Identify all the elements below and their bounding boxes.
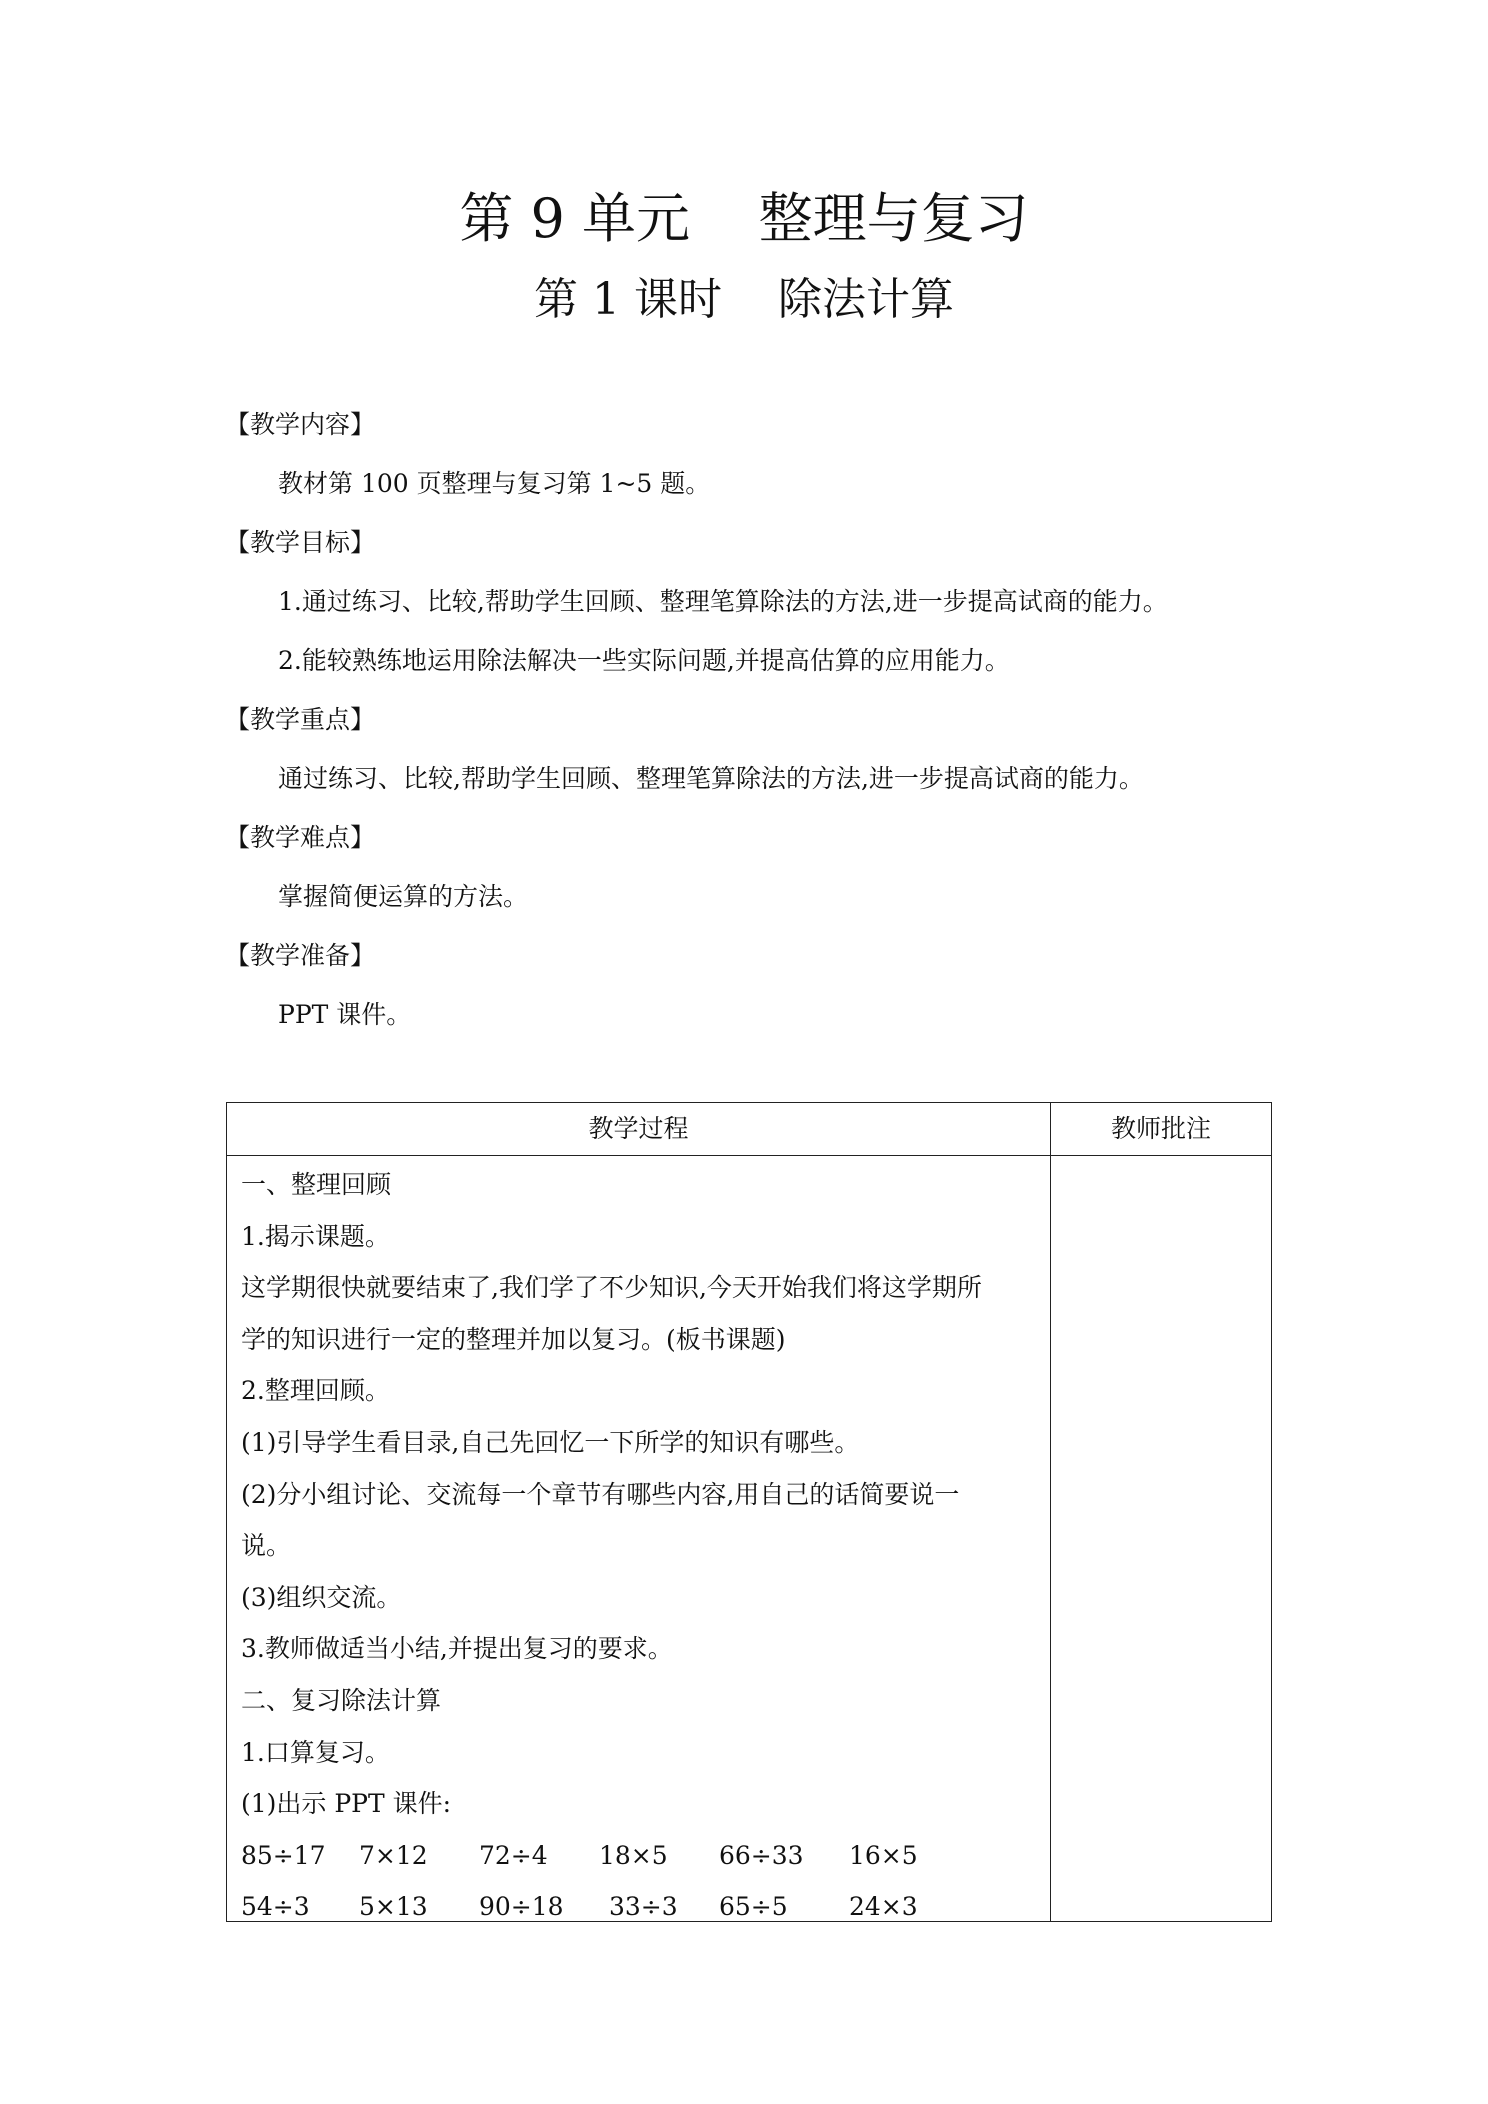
- objective-2: 2.能较熟练地运用除法解决一些实际问题,并提高估算的应用能力。: [278, 646, 1010, 675]
- expression: 5×13: [359, 1892, 428, 1922]
- difficulties-text: 掌握简便运算的方法。: [278, 882, 529, 911]
- process-line: 3.教师做适当小结,并提出复习的要求。: [241, 1634, 673, 1664]
- expression: 66÷33: [719, 1840, 804, 1870]
- teaching-process-table: [226, 1102, 1272, 1922]
- heading-objectives: 【教学目标】: [225, 528, 376, 557]
- expression: 72÷4: [479, 1840, 548, 1870]
- process-line: (2)分小组讨论、交流每一个章节有哪些内容,用自己的话简要说一: [241, 1479, 960, 1509]
- expression: 85÷17: [241, 1840, 326, 1870]
- expression: 18×5: [599, 1840, 668, 1870]
- process-line: 二、复习除法计算: [241, 1685, 442, 1715]
- table-column-divider: [1050, 1103, 1051, 1921]
- content-text: 教材第 100 页整理与复习第 1~5 题。: [278, 469, 711, 498]
- preparation-text: PPT 课件。: [278, 1000, 412, 1029]
- expression-row-1: [241, 1830, 1041, 1882]
- process-line: 一、整理回顾: [241, 1170, 392, 1199]
- heading-difficulties: 【教学难点】: [225, 823, 376, 852]
- heading-preparation: 【教学准备】: [225, 941, 376, 970]
- lesson-title: 第 1 课时 除法计算: [534, 274, 954, 325]
- process-line: 这学期很快就要结束了,我们学了不少知识,今天开始我们将这学期所: [241, 1273, 982, 1303]
- expression: 90÷18: [479, 1892, 564, 1922]
- process-line: 1.揭示课题。: [241, 1221, 390, 1251]
- expression: 33÷3: [609, 1892, 678, 1922]
- expression: 24×3: [849, 1892, 918, 1922]
- key-points-text: 通过练习、比较,帮助学生回顾、整理笔算除法的方法,进一步提高试商的能力。: [278, 764, 1144, 793]
- objective-1: 1.通过练习、比较,帮助学生回顾、整理笔算除法的方法,进一步提高试商的能力。: [278, 587, 1168, 616]
- unit-title: 第 9 单元 整理与复习: [459, 187, 1029, 250]
- table-header-divider: [227, 1155, 1271, 1156]
- process-line: 学的知识进行一定的整理并加以复习。(板书课题): [241, 1324, 786, 1354]
- process-line: 2.整理回顾。: [241, 1376, 390, 1406]
- heading-key-points: 【教学重点】: [225, 705, 376, 734]
- expression: 7×12: [359, 1840, 428, 1870]
- header-teacher-notes: 教师批注: [1110, 1114, 1211, 1143]
- process-line: (3)组织交流。: [241, 1582, 402, 1612]
- heading-content: 【教学内容】: [225, 410, 376, 439]
- process-line: 说。: [241, 1531, 292, 1561]
- expression-row-2: [241, 1881, 1041, 1933]
- expression: 16×5: [849, 1840, 918, 1870]
- process-line: (1)出示 PPT 课件:: [241, 1789, 452, 1819]
- process-line: 1.口算复习。: [241, 1737, 390, 1767]
- expression: 54÷3: [241, 1892, 310, 1922]
- process-line: (1)引导学生看目录,自己先回忆一下所学的知识有哪些。: [241, 1427, 860, 1457]
- expression: 65÷5: [719, 1892, 788, 1922]
- process-cell: [241, 1159, 1041, 1933]
- header-teaching-process: 教学过程: [588, 1114, 689, 1143]
